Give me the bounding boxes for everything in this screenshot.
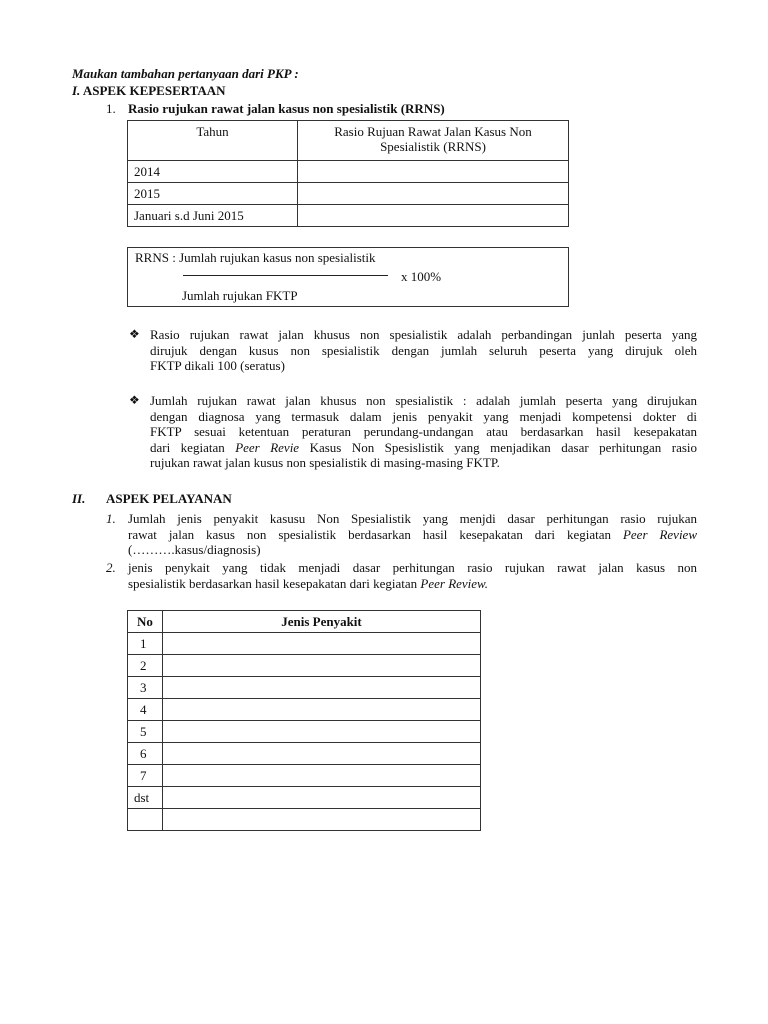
diamond-bullet-icon: ❖ — [129, 327, 140, 341]
table-cell: 5 — [128, 721, 163, 743]
bullet-paragraph-1 — [150, 327, 697, 374]
section-2-item-2-number: 2. — [106, 560, 116, 575]
formula-denominator: Jumlah rujukan FKTP — [182, 288, 298, 303]
table-cell — [163, 699, 481, 721]
section-2-item-1-number: 1. — [106, 511, 116, 526]
bullet-1-line-3: FKTP dikali 100 (seratus) — [150, 358, 285, 373]
table-cell: 1 — [128, 633, 163, 655]
bullet-2-line-5: rujukan rawat jalan kusus non spesialistik di masing-masing FKTP. — [150, 455, 500, 470]
section-2-item-2 — [128, 560, 697, 591]
rrns-table-header-tahun: Tahun — [128, 121, 298, 161]
table-cell — [163, 743, 481, 765]
table-cell — [163, 633, 481, 655]
table-cell: dst — [128, 787, 163, 809]
table-row — [128, 655, 481, 677]
bullet-2-line-3: FKTP sesuai ketentuan peraturan perundang-undangan atau berdasarkan hasil kesepakatan — [150, 424, 697, 439]
section-2-item-1-line-2 — [128, 527, 697, 543]
table-row — [128, 161, 569, 183]
bullet-paragraph-2 — [150, 393, 697, 471]
section-1-item-title: Rasio rujukan rawat jalan kasus non spesialistik (RRNS) — [128, 101, 445, 116]
table-cell — [298, 205, 569, 227]
section-2-item-2-line-2 — [128, 576, 697, 592]
table-cell: 2014 — [128, 161, 298, 183]
table-cell: 4 — [128, 699, 163, 721]
rrns-table-header-row — [128, 121, 569, 161]
section-2-title: ASPEK PELAYANAN — [106, 491, 232, 506]
table-cell: 2 — [128, 655, 163, 677]
table-cell — [163, 809, 481, 831]
table-row — [128, 787, 481, 809]
table-row — [128, 743, 481, 765]
section-2-item-1-line-3: (……….kasus/diagnosis) — [128, 542, 261, 557]
table-row — [128, 633, 481, 655]
table-row — [128, 205, 569, 227]
table-cell: 3 — [128, 677, 163, 699]
table-cell — [163, 655, 481, 677]
jenis-penyakit-table-header-no: No — [128, 611, 163, 633]
bullet-1-line-1: Rasio rujukan rawat jalan khusus non spesialistik adalah perbandingan junlah peserta yang — [150, 327, 697, 342]
table-cell — [163, 677, 481, 699]
section-2-item-2-line-1: jenis penykait yang tidak menjadi dasar perhitungan rasio rujukan rawat jalan kasus non — [128, 560, 697, 575]
table-cell — [128, 809, 163, 831]
table-cell — [298, 161, 569, 183]
jenis-penyakit-table-header-jenis: Jenis Penyakit — [163, 611, 481, 633]
table-cell — [298, 183, 569, 205]
table-cell: 2015 — [128, 183, 298, 205]
table-row — [128, 677, 481, 699]
bullet-2-line-4-italic: Peer Revie — [235, 439, 300, 455]
section-2-item-1-line-2-pre: rawat jalan kasus non spesialistik berdasarkan hasil kesepakatan dari kegiatan — [128, 526, 623, 542]
formula-fraction-line — [183, 275, 388, 276]
section-2-item-2-line-2-italic: Peer Review. — [420, 575, 489, 591]
section-2-numeral: II. — [72, 491, 86, 506]
diamond-bullet-icon: ❖ — [129, 393, 140, 407]
section-1-numeral: I. — [72, 83, 81, 98]
rrns-formula-box — [127, 247, 569, 307]
bullet-2-line-4-post: Kasus Non Spesislistik yang menjadikan dasar perhitungan rasio — [299, 439, 698, 455]
document-heading: Maukan tambahan pertanyaan dari PKP : — [72, 66, 299, 81]
section-2-item-1 — [128, 511, 697, 558]
jenis-penyakit-table-header-row — [128, 611, 481, 633]
table-cell: Januari s.d Juni 2015 — [128, 205, 298, 227]
section-2-item-2-line-2-pre: spesialistik berdasarkan hasil kesepakatan dari kegiatan — [128, 575, 421, 591]
table-row — [128, 183, 569, 205]
section-1-item-number: 1. — [106, 101, 116, 116]
table-cell — [163, 765, 481, 787]
bullet-2-line-2: dengan diagnosa yang termasuk dalam jenis penyakit yang menjadi kompetensi dokter di — [150, 408, 697, 424]
section-1-title: ASPEK KEPESERTAAN — [82, 83, 226, 98]
bullet-2-line-1: Jumlah rujukan rawat jalan khusus non spesialistik : adalah jumlah peserta yang dirujukan — [150, 393, 697, 408]
bullet-2-line-4 — [150, 440, 697, 456]
formula-numerator: RRNS : Jumlah rujukan kasus non spesialistik — [135, 250, 376, 265]
table-row — [128, 721, 481, 743]
table-row — [128, 765, 481, 787]
section-2-item-1-line-1: Jumlah jenis penyakit kasusu Non Spesialistik yang menjdi dasar perhitungan rasio rujukan — [128, 511, 697, 526]
section-1-heading — [72, 83, 226, 99]
table-cell — [163, 721, 481, 743]
table-cell: 6 — [128, 743, 163, 765]
formula-multiplier: x 100% — [401, 269, 442, 284]
table-row — [128, 699, 481, 721]
table-cell: 7 — [128, 765, 163, 787]
section-2-item-1-line-2-italic: Peer Review — [622, 526, 697, 542]
jenis-penyakit-table — [127, 610, 481, 831]
table-cell — [163, 787, 481, 809]
rrns-table-header-rasio: Rasio Rujuan Rawat Jalan Kasus Non Spesialistik (RRNS) — [298, 121, 569, 161]
bullet-1-line-2: dirujuk dengan kusus non spesialistik dengan jumlah seluruh peserta yang dirujuk oleh — [150, 342, 697, 358]
rrns-table — [127, 120, 569, 227]
bullet-2-line-4-pre: dari kegiatan — [150, 439, 236, 455]
table-row — [128, 809, 481, 831]
